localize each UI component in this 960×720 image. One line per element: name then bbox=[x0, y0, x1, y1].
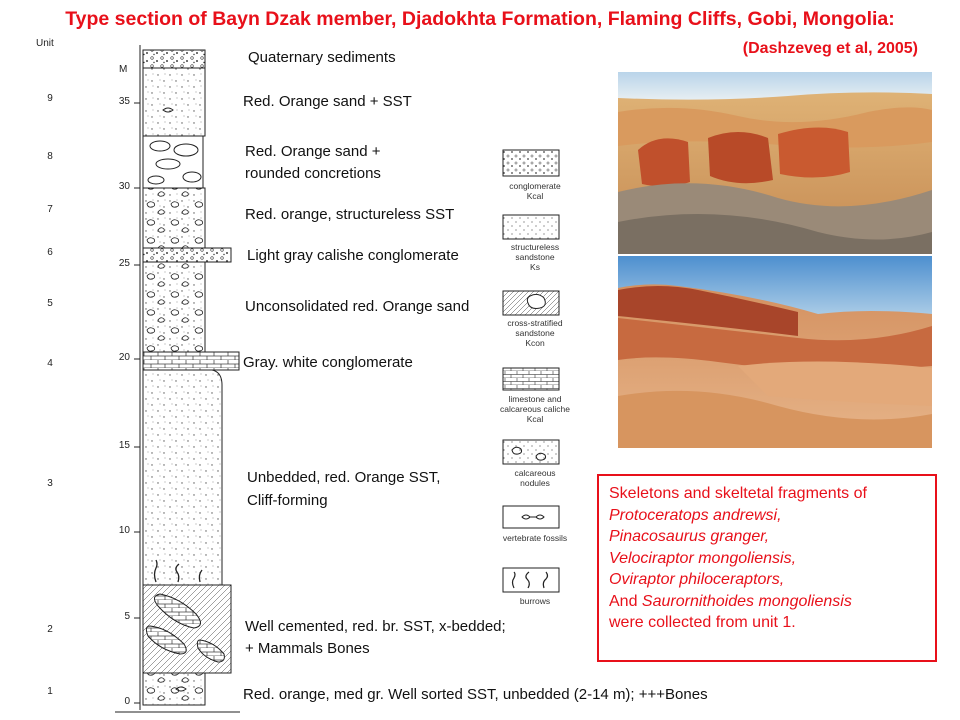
meter-tick-label: 15 bbox=[118, 440, 130, 451]
legend-conglomerate: conglomerate Kcal bbox=[509, 181, 561, 201]
unit-header: Unit bbox=[36, 38, 54, 49]
stratigraphic-column bbox=[0, 0, 240, 720]
description-unit-8-line2: rounded concretions bbox=[245, 165, 381, 182]
description-unit-4: Gray. white conglomerate bbox=[243, 354, 413, 371]
meter-tick-label: 30 bbox=[118, 181, 130, 192]
description-unit-6: Light gray calishe conglomerate bbox=[247, 247, 459, 264]
meter-tick-label: 20 bbox=[118, 352, 130, 363]
meter-tick-label: 35 bbox=[118, 96, 130, 107]
unit-number: 5 bbox=[47, 298, 53, 309]
fossil-taxon: Velociraptor mongoliensis, bbox=[609, 549, 797, 567]
unit-number: 6 bbox=[47, 247, 53, 258]
description-quaternary: Quaternary sediments bbox=[248, 49, 396, 66]
unit-number: 7 bbox=[47, 204, 53, 215]
meter-tick-label: 25 bbox=[118, 258, 130, 269]
description-unit-2: Well cemented, red. br. SST, x-bedded; bbox=[245, 618, 506, 635]
fossil-findings-box bbox=[597, 474, 937, 662]
flaming-cliffs-photo-bottom bbox=[618, 256, 932, 448]
unit-number: 2 bbox=[47, 624, 53, 635]
description-unit-1: Red. orange, med gr. Well sorted SST, unbedded (2-14 m); +++Bones bbox=[243, 686, 708, 703]
fossil-intro: Skeletons and skeltetal fragments of bbox=[609, 485, 867, 502]
legend-calcareous-nodules: calcareous nodules bbox=[514, 468, 556, 488]
legend-symbols bbox=[490, 140, 580, 600]
unit-number: 1 bbox=[47, 686, 53, 697]
meter-tick-label: 5 bbox=[124, 611, 130, 622]
meter-tick-label: 10 bbox=[118, 525, 130, 536]
description-unit-2-line2: + Mammals Bones bbox=[245, 640, 370, 657]
description-unit-3-line2: Cliff-forming bbox=[247, 492, 328, 509]
unit-number: 9 bbox=[47, 93, 53, 104]
fossil-taxon: Oviraptor philoceraptors, bbox=[609, 571, 785, 588]
flaming-cliffs-photo-top bbox=[618, 72, 932, 254]
unit-number: 4 bbox=[47, 358, 53, 369]
citation: (Dashzeveg et al, 2005) bbox=[742, 40, 918, 57]
description-unit-8: Red. Orange sand + bbox=[245, 143, 381, 160]
legend-limestone-caliche: limestone and calcareous caliche Kcal bbox=[500, 394, 570, 424]
fossil-last-line: And Saurornithoides mongoliensis bbox=[609, 592, 852, 610]
page-title: Type section of Bayn Dzak member, Djadokhta Formation, Flaming Cliffs, Gobi, Mongolia: bbox=[65, 8, 895, 30]
meter-tick-label: 0 bbox=[124, 696, 130, 707]
unit-number: 3 bbox=[47, 478, 53, 489]
description-unit-3: Unbedded, red. Orange SST, bbox=[247, 469, 441, 486]
fossil-taxon: Protoceratops andrewsi, bbox=[609, 506, 782, 524]
description-unit-5: Unconsolidated red. Orange sand bbox=[245, 298, 470, 315]
description-unit-7: Red. orange, structureless SST bbox=[245, 206, 455, 223]
legend-vertebrate-fossils: vertebrate fossils bbox=[502, 533, 568, 543]
meter-header: M bbox=[119, 64, 128, 75]
fossil-taxon: Pinacosaurus granger, bbox=[609, 528, 770, 545]
description-unit-9: Red. Orange sand + SST bbox=[243, 93, 412, 110]
legend-burrows: burrows bbox=[519, 596, 551, 606]
legend-structureless-sandstone: structureless sandstone Ks bbox=[510, 242, 560, 272]
unit-number: 8 bbox=[47, 151, 53, 162]
fossil-closing: were collected from unit 1. bbox=[609, 614, 796, 631]
legend-cross-stratified-sandstone: cross-stratified sandstone Kcon bbox=[507, 318, 563, 348]
